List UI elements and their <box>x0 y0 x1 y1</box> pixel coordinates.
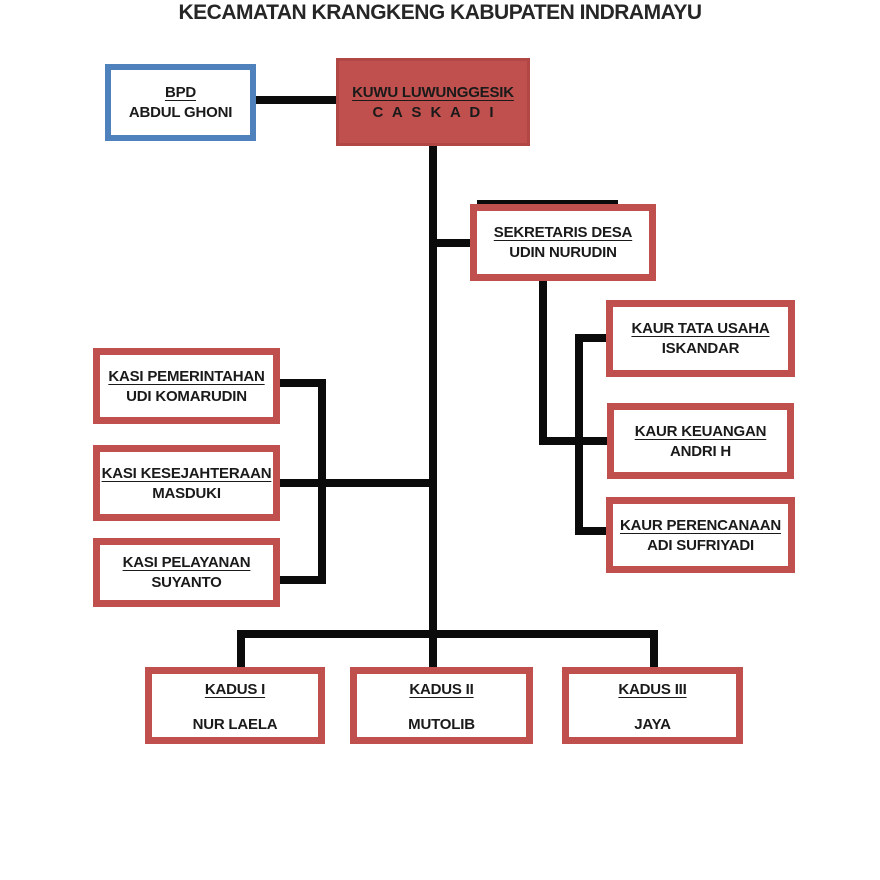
node-kaur-tata-usaha-role: KAUR TATA USAHA <box>631 320 770 337</box>
node-kaur-keuangan-role: KAUR KEUANGAN <box>634 422 767 440</box>
node-kadus-1 <box>145 667 325 744</box>
connector-kaur-perencanaan-stub <box>575 527 606 535</box>
node-kasi-pemerintahan-name: UDI KOMARUDIN <box>126 387 247 405</box>
connector-bpd-kuwu <box>256 96 336 104</box>
node-kadus-2 <box>350 667 533 744</box>
node-kasi-pelayanan <box>93 538 280 607</box>
connector-sekretaris-stub <box>437 239 470 247</box>
connector-right-bracket <box>575 334 583 535</box>
node-kuwu-name: C A S K A D I <box>372 103 497 121</box>
node-kaur-tata-usaha <box>606 300 795 377</box>
page-title: KECAMATAN KRANGKENG KABUPATEN INDRAMAYU <box>178 1 702 24</box>
node-kasi-kesejahteraan-role: KASI KESEJAHTERAAN <box>101 464 272 482</box>
node-kaur-tata-usaha-name: ISKANDAR <box>661 340 740 357</box>
node-kadus-3-name: JAYA <box>634 716 671 733</box>
node-kadus-1-name: NUR LAELA <box>192 716 278 733</box>
node-bpd <box>105 64 256 141</box>
node-kadus-2-role: KADUS II <box>409 681 474 698</box>
node-kadus-2-name: MUTOLIB <box>408 716 475 733</box>
node-kaur-perencanaan <box>606 497 795 573</box>
node-kasi-kesejahteraan <box>93 445 280 521</box>
connector-kasi-pelayanan-stub <box>280 576 322 584</box>
connector-bottom-distributor <box>237 630 658 638</box>
connector-kaur-keuangan-stub <box>539 437 607 445</box>
node-sekretaris-role: SEKRETARIS DESA <box>493 224 633 241</box>
node-kuwu-role: KUWU LUWUNGGESIK <box>352 83 514 101</box>
connector-kasi-pemerintahan-stub <box>280 379 322 387</box>
node-kuwu <box>336 58 530 146</box>
node-kaur-perencanaan-role: KAUR PERENCANAAN <box>620 516 781 534</box>
node-kasi-pelayanan-role: KASI PELAYANAN <box>122 554 251 571</box>
connector-sekretaris-down <box>539 281 547 445</box>
node-sekretaris-name: UDIN NURUDIN <box>509 244 617 261</box>
connector-kasi-kesejahteraan-line <box>280 479 437 487</box>
node-bpd-name: ABDUL GHONI <box>128 104 233 121</box>
node-kaur-keuangan <box>607 403 794 479</box>
node-kaur-perencanaan-name: ADI SUFRIYADI <box>647 536 754 554</box>
node-kasi-pemerintahan-role: KASI PEMERINTAHAN <box>108 367 265 385</box>
node-bpd-role: BPD <box>164 84 197 101</box>
node-kasi-pelayanan-name: SUYANTO <box>151 574 222 591</box>
node-kadus-3 <box>562 667 743 744</box>
connector-kadus1-drop <box>237 630 245 667</box>
node-kaur-keuangan-name: ANDRI H <box>669 442 732 460</box>
node-kadus-1-role: KADUS I <box>204 681 266 698</box>
connector-trunk <box>429 145 437 688</box>
node-sekretaris <box>470 204 656 281</box>
node-kasi-pemerintahan <box>93 348 280 424</box>
connector-kadus3-drop <box>650 630 658 667</box>
node-kadus-3-role: KADUS III <box>618 681 687 698</box>
connector-kaur-tatausaha-stub <box>575 334 606 342</box>
node-kasi-kesejahteraan-name: MASDUKI <box>152 484 221 502</box>
